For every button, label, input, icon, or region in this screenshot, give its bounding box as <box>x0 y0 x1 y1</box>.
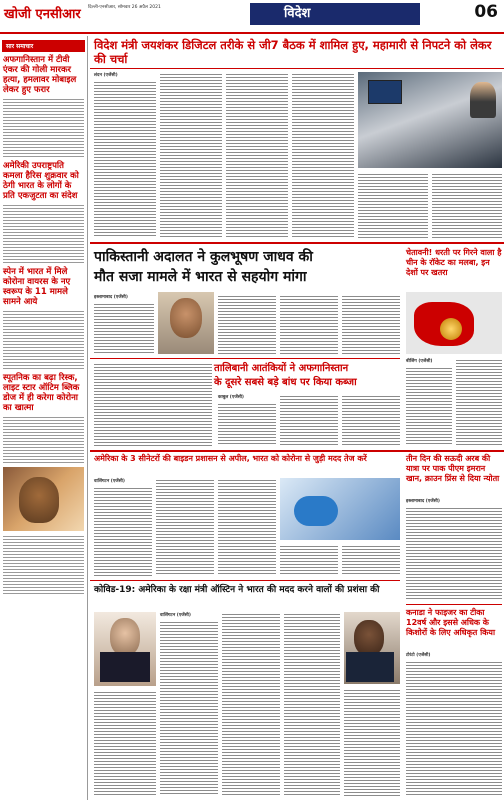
biden-story-text <box>94 486 152 576</box>
news-brief-column <box>0 36 88 800</box>
suit-shape <box>346 652 394 682</box>
news-brief-label: सार समाचार <box>2 40 85 52</box>
austin-byline: वाशिंगटन (एजेंसी) <box>160 613 191 618</box>
face-shape <box>170 298 202 338</box>
taliban-byline: काबुल (एजेंसी) <box>218 395 244 400</box>
suit-shape <box>100 652 150 682</box>
brief-headline: अमेरिकी उपराष्ट्रपति कमला हैरिस शुक्रवार को ठेगी भारत के लोगों के प्रति एकजुटता का संदेश <box>3 161 79 201</box>
biden-story-text <box>342 544 400 576</box>
biden-story-text <box>156 478 214 576</box>
austin-story-text <box>160 620 218 796</box>
top-story-text <box>292 72 354 238</box>
brief-text <box>3 534 84 594</box>
brief-text <box>3 309 84 369</box>
top-story-text <box>94 80 156 238</box>
canada-headline: कनाडा ने फाइजर का टीका 12वर्ष और इससे अधिक के किशोरों के लिए अधिकृत किया <box>406 608 496 637</box>
china-byline: बीजिंग (एजेंसी) <box>406 359 433 364</box>
brief-text <box>3 415 84 463</box>
divider <box>90 242 504 244</box>
taliban-story-text <box>218 402 276 446</box>
austin-story-text <box>94 690 156 796</box>
biden-headline: अमेरिका के 3 सीनेटरों की बाइडन प्रशासन से अपील, भारत को कोरोना से जुड़ी मदद तेज करें <box>94 454 367 463</box>
top-story-text <box>226 72 288 238</box>
biden-story-text <box>280 544 338 576</box>
austin-story-text <box>284 612 340 796</box>
divider <box>406 604 502 605</box>
video-screen-shape <box>368 80 402 104</box>
taliban-story-text <box>342 394 400 446</box>
brief-headline: स्पेन में भारत में मिले कोरोना वायरस के नए स्वरूप के 11 मामले सामने आये <box>3 267 71 307</box>
main-stories <box>90 36 504 800</box>
biden-story-text <box>218 478 276 576</box>
newspaper-brand: खोजी एनसीआर <box>4 7 81 22</box>
top-story-text <box>160 72 222 238</box>
jadhav-story-text <box>342 294 400 354</box>
divider <box>90 580 400 581</box>
china-headline: चेतावनी! धरती पर गिरने वाला है चीन के रॉकेट का मलबा, इन देशों पर खतरा <box>406 248 502 277</box>
imran-headline: तीन दिन की सऊदी अरब की यात्रा पर पाक पीएम इमरान खान, क्राउन प्रिंस से दिया न्योता <box>406 454 500 483</box>
taliban-story-text <box>280 394 338 446</box>
biden-byline: वाशिंगटन (एजेंसी) <box>94 479 125 484</box>
jadhav-story-text <box>94 362 212 446</box>
section-title: विदेश <box>250 3 420 25</box>
brief-photo <box>3 467 84 531</box>
top-headline: विदेश मंत्री जयशंकर डिजिटल तरीके से जी7 बैठक में शामिल हुए, महामारी से निपटने को लेकर की चर्चा <box>94 38 492 66</box>
gloved-hand-shape <box>294 496 338 526</box>
face-shape <box>354 620 384 656</box>
face-shape <box>110 618 140 656</box>
imran-byline: इस्लामाबाद (एजेंसी) <box>406 499 440 504</box>
austin-headline: कोविड-19: अमेरिका के रक्षा मंत्री ऑस्टिन ने भारत की मदद करने वालों की प्रशंसा की <box>94 585 380 595</box>
canada-byline: टोरंटो (एजेंसी) <box>406 653 431 658</box>
china-map-photo <box>406 292 502 354</box>
brief-headline: अफगानिस्तान में टीवी एंकर की गोली मारकर हत्या, हमलावर मोबाइल लेकर हुए फरार <box>3 55 77 95</box>
brief-headline: स्पूतनिक का बढ़ा रिस्क, लाइट स्टार ऑटिम ब्लिक डोज में ही करेगा कोरोना का खात्मा <box>3 373 80 413</box>
taliban-headline-line1: तालिबानी आतंकियों ने अफगानिस्तान <box>214 363 349 374</box>
canada-story-text <box>406 660 502 796</box>
jadhav-story-text <box>280 294 338 354</box>
jadhav-headline-line2: मौत सजा मामले में भारत से सहयोग मांगा <box>94 269 307 285</box>
divider <box>90 68 504 69</box>
person-shape <box>470 82 496 118</box>
virus-shape <box>440 318 462 340</box>
masthead-date: दिल्ली-एनसीआर, सोमवार 26 अप्रैल 2021 <box>88 5 161 10</box>
taliban-headline-line2: के दूसरे सबसे बड़े बांध पर किया कब्जा <box>214 377 357 388</box>
austin-story-text <box>344 688 400 796</box>
brief-text <box>3 203 84 263</box>
china-story-text <box>456 358 502 446</box>
top-story-text <box>432 172 502 238</box>
animal-photo-subject <box>19 477 59 523</box>
biden-photo <box>94 612 156 686</box>
top-story-text <box>358 172 428 238</box>
masthead <box>0 0 504 34</box>
austin-photo <box>344 612 400 684</box>
jadhav-photo <box>158 292 214 354</box>
jadhav-story-text <box>94 302 154 354</box>
top-byline: लंदन (एजेंसी) <box>94 73 118 78</box>
divider <box>90 358 400 359</box>
brief-text <box>3 97 84 157</box>
divider <box>90 450 504 452</box>
jadhav-story-text <box>218 294 276 354</box>
imran-story-text <box>406 506 502 600</box>
page-number: 06 <box>474 2 498 22</box>
austin-story-text <box>222 612 280 796</box>
jadhav-byline: इस्लामाबाद (एजेंसी) <box>94 295 128 300</box>
meeting-photo <box>358 72 502 168</box>
china-story-text <box>406 366 452 446</box>
jadhav-headline-line1: पाकिस्तानी अदालत ने कुलभूषण जाधव की <box>94 249 313 265</box>
vaccine-photo <box>280 478 400 540</box>
